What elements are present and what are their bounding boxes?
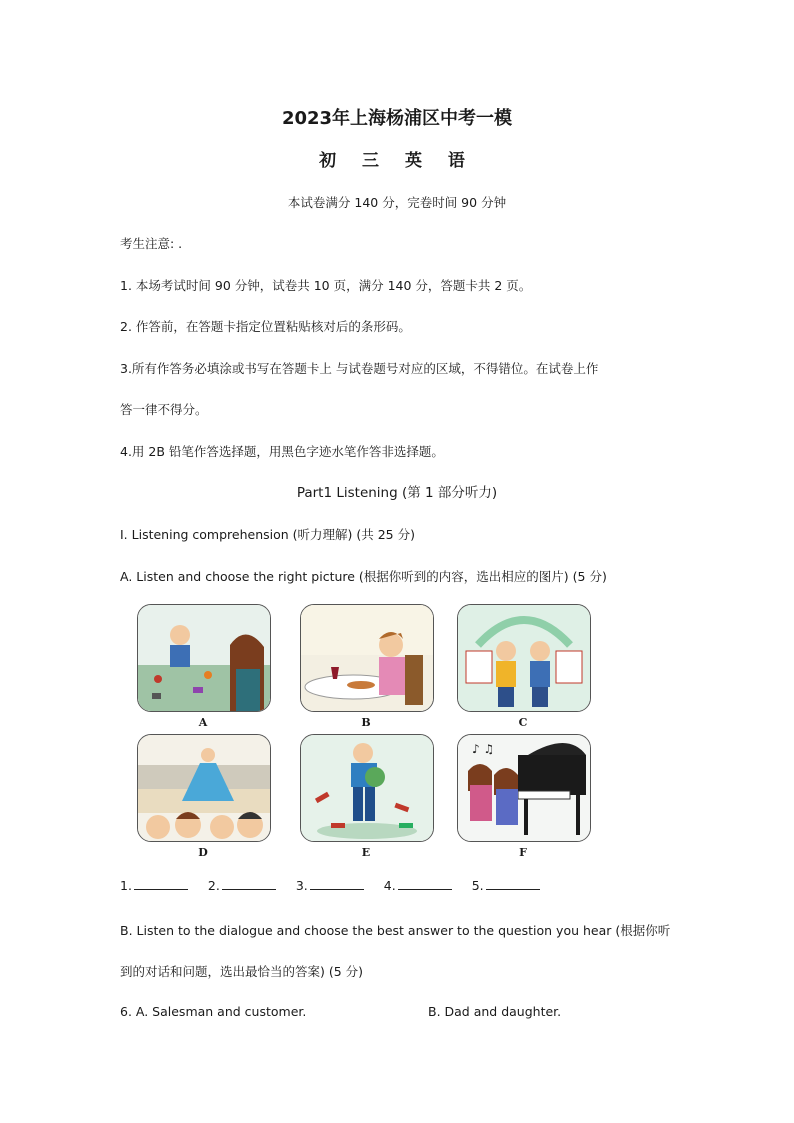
section-b-heading-cont: 到的对话和问题，选出最恰当的答案) (5 分): [120, 964, 364, 979]
page-title: 2023年上海杨浦区中考一模: [281, 108, 513, 129]
blank-1[interactable]: 1.: [120, 878, 188, 893]
picture-a: [137, 604, 271, 712]
note-item: 1. 本场考试时间 90 分钟，试卷共 10 页，满分 140 分，答题卡共 2 页。: [120, 278, 532, 293]
picture-f: [457, 734, 591, 842]
picture-b: [300, 604, 434, 712]
blank-3[interactable]: 3.: [296, 878, 364, 893]
picture-d: [137, 734, 271, 842]
q6-option-a[interactable]: 6. A. Salesman and customer.: [120, 1004, 307, 1019]
notes-label: 考生注意: .: [120, 236, 183, 251]
section-b-heading: B. Listen to the dialogue and choose the best answer to the question you hear (根据你听: [120, 923, 671, 938]
score-info: 本试卷满分 140 分，完卷时间 90 分钟: [287, 195, 507, 210]
blank-5[interactable]: 5.: [472, 878, 540, 893]
blank-2[interactable]: 2.: [208, 878, 276, 893]
note-item: 答一律不得分。: [120, 402, 208, 417]
singer-stage-icon: [138, 735, 270, 841]
dinner-table-icon: [301, 605, 433, 711]
picture-e-label: E: [361, 846, 371, 859]
section-a-heading: A. Listen and choose the right picture (根据你听到的内容，选出相应的图片) (5 分): [120, 569, 607, 584]
picture-f-label: F: [519, 846, 527, 859]
blank-4[interactable]: 4.: [384, 878, 452, 893]
part1-heading: Part1 Listening (第 1 部分听力): [296, 485, 498, 501]
section-1-heading: I. Listening comprehension (听力理解) (共 25 分): [120, 527, 415, 542]
note-item: 3.所有作答务必填涂或书写在答题卡上 与试卷题号对应的区域，不得错位。在试卷上作: [120, 361, 599, 376]
picture-c-label: C: [518, 716, 528, 729]
messy-room-icon: [138, 605, 270, 711]
q6-option-b[interactable]: B. Dad and daughter.: [428, 1004, 562, 1019]
picture-c: [457, 604, 591, 712]
subject-title: 初 三 英 语: [319, 151, 475, 171]
svg-text:♪ ♫: ♪ ♫: [472, 742, 495, 756]
picture-b-label: B: [361, 716, 371, 729]
math-students-icon: [458, 605, 590, 711]
picture-d-label: D: [198, 846, 208, 859]
note-item: 2. 作答前，在答题卡指定位置粘贴核对后的条形码。: [120, 319, 411, 334]
piano-players-icon: [458, 735, 590, 841]
picture-e: [300, 734, 434, 842]
litter-picking-icon: [301, 735, 433, 841]
note-item: 4.用 2B 铅笔作答选择题，用黑色字迹水笔作答非选择题。: [120, 444, 444, 459]
answer-blanks: [120, 878, 556, 893]
picture-a-label: A: [198, 716, 208, 729]
